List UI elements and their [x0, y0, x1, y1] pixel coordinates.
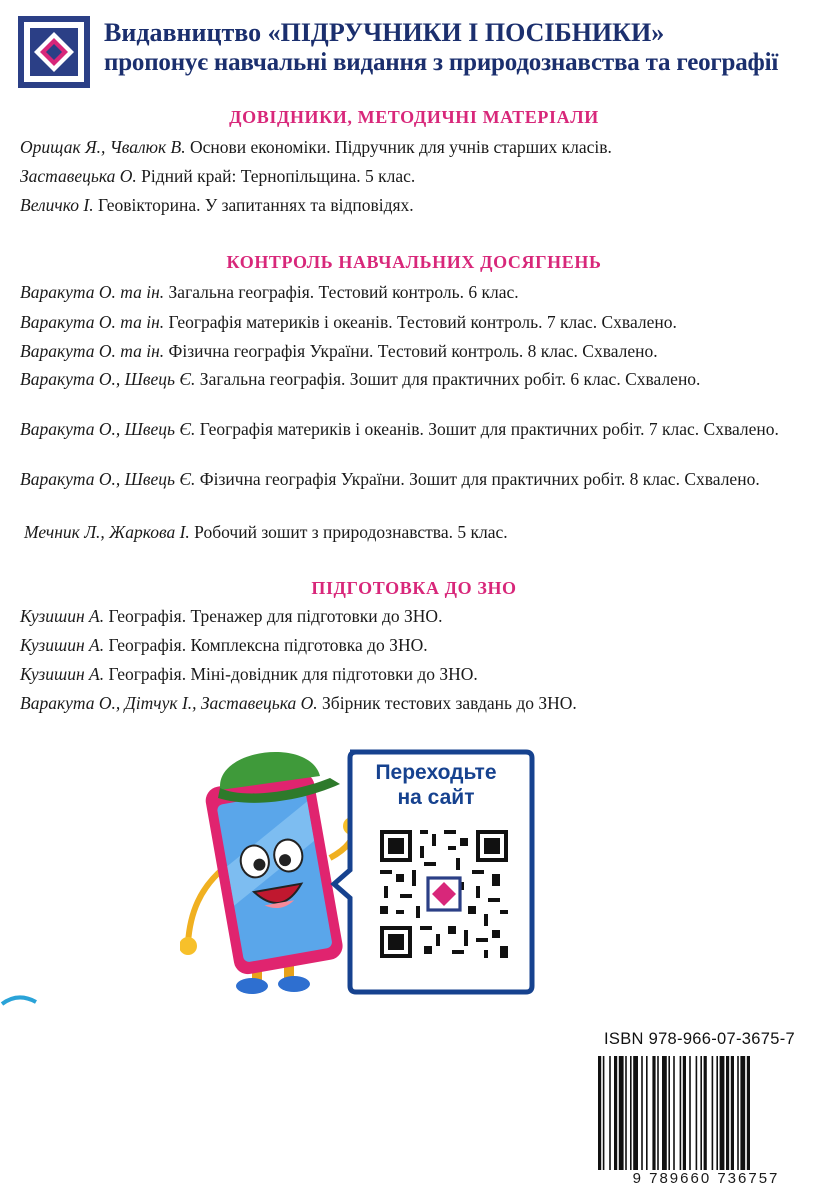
barcode-bar: [700, 1056, 702, 1184]
barcode-bar: [603, 1056, 605, 1184]
promo-text: [336, 760, 536, 810]
book-entry: [20, 692, 820, 715]
book-title: Географія материків і океанів. Тестовий контроль. 7 клас. Схвалено.: [164, 312, 677, 332]
book-author: Варакута О., Швець Є.: [20, 469, 196, 489]
book-author: Варакута О., Швець Є.: [20, 419, 196, 439]
book-entry: [20, 311, 820, 334]
section-title-reference: ДОВІДНИКИ, МЕТОДИЧНІ МАТЕРІАЛИ: [229, 107, 599, 127]
barcode-bar: [630, 1056, 632, 1184]
book-title: Географія материків і океанів. Зошит для практичних робіт. 7 клас. Схвалено.: [195, 419, 779, 439]
barcode-bar: [657, 1056, 659, 1184]
book-author: Мечник Л., Жаркова І.: [24, 522, 190, 542]
barcode-bar: [673, 1056, 675, 1184]
book-title: Рідний край: Тернопільщина. 5 клас.: [136, 166, 416, 186]
barcode-bar: [609, 1056, 611, 1184]
barcode-bar: [726, 1056, 729, 1184]
book-title: Основи економіки. Підручник для учнів старших класів.: [185, 137, 612, 157]
book-entry: [20, 605, 820, 628]
barcode-bar: [614, 1056, 617, 1184]
barcode-bar: [646, 1056, 648, 1184]
book-title: Географія. Комплексна підготовка до ЗНО.: [104, 635, 428, 655]
barcode-bar: [737, 1056, 739, 1184]
book-title: Географія. Міні-довідник для підготовки до ЗНО.: [104, 664, 478, 684]
barcode-bar: [716, 1056, 718, 1184]
book-entry: [20, 418, 828, 441]
barcode-bar: [662, 1056, 667, 1184]
promo-line-1: Переходьте: [375, 761, 497, 784]
barcode-bar: [633, 1056, 638, 1184]
barcode-bar: [747, 1056, 750, 1184]
barcode-bar: [683, 1056, 686, 1184]
book-author: Кузишин А.: [20, 664, 105, 684]
book-entry: [20, 340, 820, 363]
book-entry: [20, 634, 820, 657]
book-entry: [24, 521, 824, 544]
barcode-bar: [668, 1056, 670, 1184]
book-author: Варакута О., Швець Є.: [20, 369, 196, 389]
section-title-assessment: КОНТРОЛЬ НАВЧАЛЬНИХ ДОСЯГНЕНЬ: [226, 252, 602, 272]
book-author: Варакута О. та ін.: [20, 312, 165, 332]
decorative-swirl: [0, 992, 40, 1006]
barcode-bar: [712, 1056, 714, 1184]
book-entry: [20, 281, 820, 304]
book-author: Заставецька О.: [20, 166, 137, 186]
book-title: Робочий зошит з природознавства. 5 клас.: [189, 522, 508, 542]
book-entry: [20, 468, 828, 491]
barcode-bar: [720, 1056, 725, 1184]
barcode-bar: [652, 1056, 655, 1184]
book-title: Фізична географія України. Тестовий контроль. 8 клас. Схвалено.: [164, 341, 658, 361]
book-entry: [20, 165, 820, 188]
book-author: Варакута О. та ін.: [20, 341, 165, 361]
barcode-bar: [696, 1056, 698, 1184]
barcode-bar: [704, 1056, 707, 1184]
barcode-bar: [598, 1056, 601, 1184]
promo-line-2: на сайт: [397, 786, 475, 809]
book-author: Кузишин А.: [20, 635, 105, 655]
barcode-bar: [731, 1056, 734, 1184]
qr-code[interactable]: [376, 826, 512, 962]
book-author: Варакута О. та ін.: [20, 282, 165, 302]
book-title: Збірник тестових завдань до ЗНО.: [317, 693, 577, 713]
book-title: Геовікторина. У запитаннях та відповідях.: [93, 195, 414, 215]
barcode-number: 9 789660 736757: [596, 1170, 816, 1187]
barcode-bar: [740, 1056, 745, 1184]
book-author: Кузишин А.: [20, 606, 105, 626]
book-title: Географія. Тренажер для підготовки до ЗНО.: [104, 606, 443, 626]
barcode-bar: [625, 1056, 627, 1184]
barcode-bar: [641, 1056, 643, 1184]
book-entry: [20, 368, 828, 391]
book-author: Орищак Я., Чвалюк В.: [20, 137, 186, 157]
publisher-name: Видавництво «ПІДРУЧНИКИ І ПОСІБНИКИ»: [104, 18, 665, 47]
book-author: Варакута О., Дітчук І., Заставецька О.: [20, 693, 318, 713]
book-author: Величко І.: [20, 195, 94, 215]
barcode: [596, 1056, 816, 1184]
book-title: Фізична географія України. Зошит для практичних робіт. 8 клас. Схвалено.: [195, 469, 760, 489]
isbn-label: ISBN 978-966-07-3675-7: [604, 1030, 795, 1048]
book-entry: [20, 194, 820, 217]
barcode-bar: [689, 1056, 691, 1184]
section-title-exam-prep: ПІДГОТОВКА ДО ЗНО: [311, 578, 517, 598]
book-title: Загальна географія. Зошит для практичних робіт. 6 клас. Схвалено.: [195, 369, 701, 389]
barcode-bar: [619, 1056, 624, 1184]
publisher-header: [104, 18, 824, 78]
publisher-tagline: пропонує навчальні видання з природознавства та географії: [104, 49, 779, 76]
publisher-logo: [18, 16, 90, 88]
book-entry: [20, 663, 820, 686]
book-title: Загальна географія. Тестовий контроль. 6 клас.: [164, 282, 519, 302]
book-entry: [20, 136, 820, 159]
barcode-bar: [680, 1056, 682, 1184]
